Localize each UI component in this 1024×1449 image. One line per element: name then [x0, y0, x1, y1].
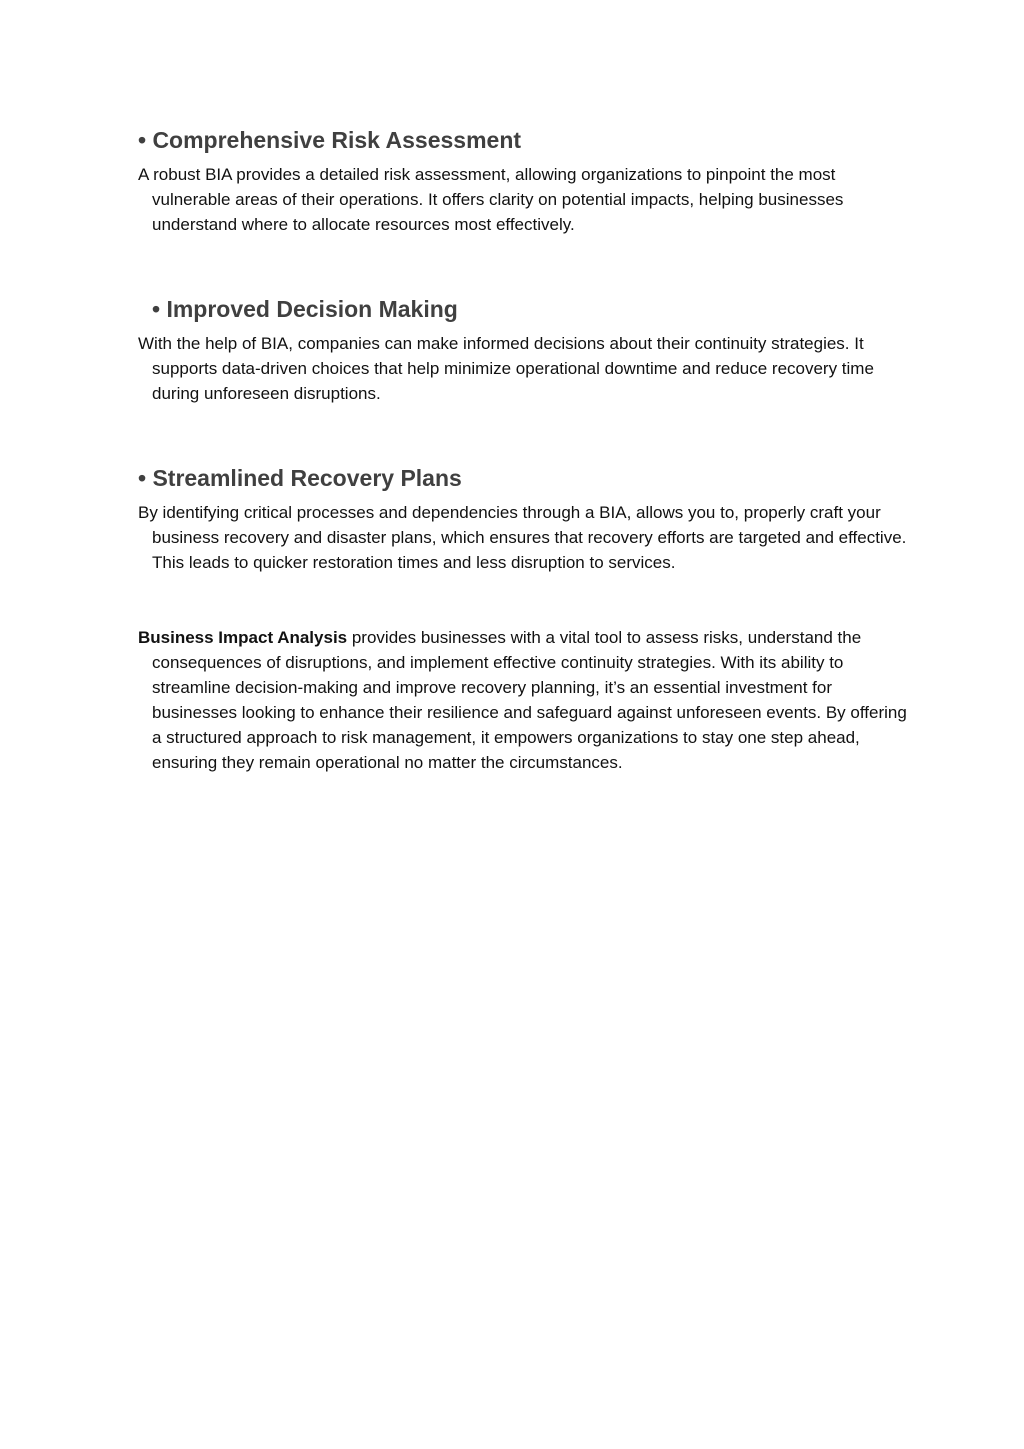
section-heading-risk-assessment: • Comprehensive Risk Assessment — [138, 127, 522, 153]
section-heading-decision-making: • Improved Decision Making — [152, 296, 458, 322]
section-heading-recovery-plans: • Streamlined Recovery Plans — [138, 465, 462, 491]
conclusion-body: provides businesses with a vital tool to assess risks, understand the consequences of disruptions, and implement effective continuity strategies. With its ability to streamline decision-making and improve recovery planning, it’s an essential investment for businesses looking to enhance their resilience and safeguard against unforeseen events. By offering a structured approach to risk management, it empowers organizations to stay one step ahead, ensuring they remain operational no matter the circumstances. — [152, 628, 907, 772]
section-body-decision-making: With the help of BIA, companies can make informed decisions about their continuity strategies. It supports data-driven choices that help minimize operational downtime and reduce recovery time during unforeseen disruptions. — [138, 334, 874, 403]
conclusion-bold-lead: Business Impact Analysis — [138, 628, 348, 647]
section-body-risk-assessment: A robust BIA provides a detailed risk assessment, allowing organizations to pinpoint the most vulnerable areas of their operations. It offers clarity on potential impacts, helping businesses understand where to allocate resources most effectively. — [138, 165, 844, 234]
section-body-recovery-plans: By identifying critical processes and dependencies through a BIA, allows you to, properly craft your business recovery and disaster plans, which ensures that recovery efforts are targeted and effective. This leads to quicker restoration times and less disruption to services. — [138, 503, 907, 572]
conclusion-paragraph — [138, 625, 908, 775]
